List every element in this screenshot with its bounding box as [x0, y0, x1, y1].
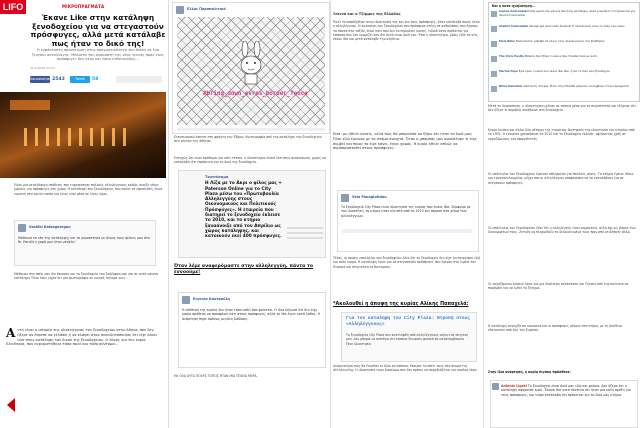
quoted-article-text: Το ξενοδοχείο City Plaza που κατελήφθη από αλληλέγγυους ανήκει σε συγγενή μου. Δεν μπορώ να πιστέψω ότι κάποιοι θεωρούν φυσικό να καταλαμβάνουν ξένη ιδιοκτησία. [346, 333, 469, 346]
post-text [205, 175, 285, 240]
post-author[interactable]: Ελλάς Παραπολιτικά [187, 7, 226, 11]
article-paragraph: Οι υπάλληλοι του ξενοδοχείου λένε ότι η αλληλεγγύη είναι σημαντική, αλλά όχι εις βάρος των δικαιωμάτων τους. Ζητούν να πληρωθούν τα δεδουλευμένα τους πριν από οτιδήποτε άλλο. [488, 226, 636, 235]
article-paragraph: Τέλος, οι πρώην υπαλλήλοι του ξενοδοχείου λένε ότι το ξενοδοχείο δεν είχε λειτουργήσει εδώ και πολύ καιρό. Η κατάληψη έγινε για να στεγαστούν πρόσφυγες που έμεναν στο λιμάνι του Πειραιά και στην πλατεία Βικτωρίας. [333, 256, 481, 269]
drop-cap: Α [6, 326, 16, 340]
avatar[interactable] [341, 194, 349, 202]
section-heading: Ξεκινά και ο Τζίμμυς της Ελλάδος [333, 12, 401, 16]
quote-heading: *Ακολουθεί η άποψη της κυρίας Αλίκης Παπαχελά: [333, 302, 469, 307]
category-label[interactable]: ΜΙΚΡΟΠΡΑΓΜΑΤΑ [62, 4, 105, 9]
avatar[interactable] [492, 383, 499, 390]
post-text: Η υπόθεση της κυρίας δεν ήταν τόσο απλή όσο φαίνεται. Η ίδια δήλωσε ότι δεν είχε καμία πρόθεση να προσφέρει κάτι στους πρόσφυγες, αλλά το like έγινε κατά λάθος. Η ανάρτηση πήρε αμέσως μεγάλη διάδοση. [182, 308, 321, 321]
comment-author[interactable]: Vasiliki Andreadaki [499, 24, 529, 28]
article-paragraph: Στην ίδια ανάρτηση, η κυρία Λιγάκη πρόσθεσε: [488, 370, 571, 374]
post-text: Antonia Ligaki Το ξενοδοχείο είναι δικό μας εδώ και χρόνια. Δεν ήξερα ότι η κατάληψη αφορούσε εμάς. Έκανα like γιατί πίστευα ότι ήταν μια καλή πράξη για τους πρόσφυγες, και τώρα κατάλαβα ότι πρόκειται για το δικό μας κτήριο. [501, 384, 631, 397]
article-headline: Έκανε Like στην κατάληψη ξενοδοχείου για να στεγαστούν πρόσφυγες, αλλά μετά κατάλαβε πως ήταν το δικό της! [30, 13, 166, 48]
comment-author[interactable]: Eleni Baka [499, 39, 515, 43]
article-paragraph: Μάθαινω στο σπίτι μου ότι έπιασαν και το ξενοδοχείο του ξαδέρφου μου και σε αυτό κάνουν κατάληψη. Όλοι τους είχαν δει μία φωτογραφία σε κινητό, πήγαμε εκεί... [14, 272, 159, 281]
more-share-buttons[interactable] [116, 76, 162, 83]
comment-text: The Chris Hestia Μάλλον δεν ήξερε τι έκανε like. Γέλασα πολύ με αυτό. [499, 54, 598, 58]
column-4 [484, 0, 640, 428]
hotel-sign [10, 100, 50, 110]
comment-author[interactable]: Ioanna Andreadaki [499, 9, 528, 13]
rabbit-drawing-icon [233, 41, 269, 87]
article-paragraph: Αναρωτιέμαι πώς θα ένιωθαν οι ίδιοι αν κάποιος έπαιρνε το σπίτι τους στο όνομα της αλληλεγγύης. Η ιδιοκτησία είναι δικαίωμα που δεν πρέπει να παραβιάζεται για κανένα λόγο. [333, 364, 478, 373]
facebook-post [172, 2, 330, 134]
avatar[interactable] [491, 56, 497, 62]
post-actions-bar[interactable] [342, 229, 472, 233]
comment [491, 70, 637, 85]
comment-text: Vasiliki Andreadaki Κάναμε μια πολύ καλή δουλειά! Η αλληλεγγύη είναι το όπλο των λαών. [499, 24, 626, 28]
article-subhead: Η ευφάνταστη προσγείωση στην πραγματικότητα του Alexis σε ένα ζευγάρι ανταλλαγής. Μάλιστα του αγοραστή της νέας γενεάς προς τους πρόσφυγες δεν ήταν και τόσο ενθουσιώδης... [31, 48, 165, 62]
paragraph-text: υτή είναι η ιστορία της ιδιοκτήτριας του ξενοδοχείου στην Αθήνα, που δεν ήξερε αν έπρεπε να γελάσει ή να κλάψει όταν συνειδητοποίησε ότι είχε κάνει Like στην κατάληψη του δικού της ξενοδοχείου. Ο λόγος για την κυρία Ελευθερία, που ευχαριστήθηκε τόσο πολύ και τόσο σύντομα... [6, 328, 158, 347]
article-paragraph: Με ΟΛΑ ΑΥΤΑ ΠΟΛΥΣ ΤΟΠΟΣ ΗΤΑΝ ΜΙΑ ΤΕΛΕΙΑ ΜΕΡΑ. [174, 374, 258, 378]
post-body: Η Λίζα με το Ακρι ο φίλος μας + Paterson Οnline για το City Plaza μέσω του «Πρωτοβουλία Αλληλεγγύης στους Οικονομικούς και Πολιτικούς Πρόσφυγες». Η εταιρεία που διατηρεί το ξενοδοχείο έκλεισε το 2010, και το κτήριο ξαναάνοιξε από τον Απρίλιο ως χώρος κατάληψης, και κατοικούν εκεί 400 πρόσφυγες. [205, 181, 282, 240]
twitter-share-count: 58 [92, 77, 99, 82]
facebook-post [14, 220, 156, 266]
avatar[interactable] [491, 86, 497, 92]
comment-text: Marina Papa Εγώ είμαι η κυρία που έκανε like. Ναι, ήταν το δικό μου ξενοδοχείο. [499, 69, 611, 73]
post-sidebar [287, 227, 323, 242]
column-1 [0, 0, 168, 428]
comment [491, 40, 637, 55]
comment-text: Nikos Kalantzis Απίστευτη ιστορία. Μόνο στην Ελλάδα μπορούν να συμβούν τέτοια πράγματα! [499, 84, 630, 88]
facebook-post [337, 190, 479, 252]
hotel-lights [24, 128, 134, 146]
article-paragraph: Η κατάληψη συνεχίζεται κανονικά και οι πρόσφυγες μένουν στο κτίριο, με τη βοήθεια εθελοντών από όλη την Ευρώπη. [488, 324, 622, 333]
comment-text: Ioanna Andreadaki Πολύ ωραίο που κάνετε like στην κατάληψη, αλλά γνωρίζετε ότι πρόκειται για ιδιωτική περιουσία; [499, 9, 635, 17]
post-author[interactable]: Antonia Ligaki [501, 384, 527, 388]
facebook-share-button[interactable]: Κοινοποίηση [30, 77, 52, 81]
post-text: Το ξενοδοχείο City Plaza είναι ιδιοκτησία της κυρίας που έκανε like. Σύμφωνα με τον ιδιοκτήτη, το κτίριο ήταν κλειστό από το 2010 και πέρασε στα χέρια των αλληλέγγυων. [341, 205, 471, 218]
facebook-comments [488, 2, 640, 102]
post-author[interactable]: Τουτεύσημα [205, 175, 229, 179]
article-paragraph: Οι εργαζόμενοι κάνουν λόγο για μια ιδιαίτερη κατάσταση και ζητούν από την πολιτεία να παρέμβει για να λυθεί το ζήτημα. [488, 282, 629, 291]
avatar[interactable] [18, 224, 26, 232]
facebook-post [490, 380, 638, 428]
image-caption: Εντυπωσιακό banner στη φράχτη του Έβρου. Φωτογραφία από την κατάληψη του ξενοδοχείου στο κέντρο της Αθήνας. [174, 135, 322, 144]
quote-heading: Όταν λέμε αναφερόμαστε στην αλληλεγγύη, πάντα το εννοούμε! [174, 264, 314, 275]
article-paragraph: Κυρία Λιγάκη και άλλοι δύο μέτοχοι της εταιρείας διατηρούν την ιδιοκτησία του κτηρίου από το 1992. Η εταιρεία χρεοκόπησε το 2010 και το ξενοδοχείο έκλεισε, αφήνοντας χρέη σε εργαζόμενους και προμηθευτές. [488, 128, 635, 141]
site-logo[interactable]: LIFO [0, 0, 26, 14]
hashtag-banner: #bring_down_evros_border_fence [203, 91, 308, 97]
comment [491, 25, 637, 40]
twitter-share-button[interactable]: Tweet [70, 76, 90, 83]
post-author[interactable]: Vela Panagiotidou [352, 195, 387, 199]
avatar[interactable] [491, 41, 497, 47]
column-2 [170, 0, 330, 428]
share-bar [30, 76, 166, 85]
article-paragraph: Είναι μια μεγαλόψυχη υπόθεση, που ευχαρίστησε πολλούς αλληλέγγυους καθώς άνοιξε νέους χώρους για πρόσφυγες στη χώρα. Η κατάληψη του ξενοδοχείου, που ανήκε σε εφοπλιστή, έγινε γνωστή στα social media και έγινε viral μέσα σε λίγες ώρες. [14, 183, 163, 196]
border-fence-image [177, 17, 325, 125]
comment-author[interactable]: Marina Papa [499, 69, 518, 73]
post-text: Μάθαινα τα νέα της κατάληψης και το μοιραστηκα με όλους τους φίλους μου στο fb. Επειδή η χαρά μου ήταν μεγάλη! [18, 236, 150, 245]
post-author[interactable]: Ευγενία Κουτρούλη [193, 297, 230, 301]
avatar[interactable] [491, 11, 497, 17]
avatar[interactable] [182, 296, 190, 304]
hotel-photo [0, 92, 166, 178]
quoted-article-title[interactable]: Για τον καταληψη του City Plaza: Ντροπή στους «Αλληλέγγυους» [346, 316, 471, 327]
comment [491, 85, 637, 100]
facebook-post [178, 292, 326, 368]
facebook-post [178, 170, 326, 258]
comment-text: Eleni Baka Πολύ σωστά, μπράβο σε όλους τους αλληλέγγυους που βοήθησαν. [499, 39, 606, 43]
avatar[interactable] [491, 71, 497, 77]
comment-author[interactable]: Nikos Kalantzis [499, 84, 523, 88]
article-paragraph: Οι υπάλληλοι του ξενοδοχείου έμειναν απλήρωτοι για πολλούς μήνες. Το κτήριο έμεινε άδειο και εγκαταλελειμμένο, μέχρι που οι αλληλέγγυοι αποφάσισαν να το καταλάβουν για να στεγάσουν πρόσφυγες. [488, 172, 634, 185]
article-date: 21.4.2016 15:12 [30, 66, 55, 70]
article-paragraph [6, 328, 164, 347]
facebook-share-count: 2543 [52, 77, 65, 82]
comment [491, 10, 637, 25]
post-author[interactable]: Vasiliki Katsogeorgou [29, 225, 71, 229]
article-paragraph: Είπε: μη ήθελε κανείς, αλλά πώς θα μπορούσα να ξέρω ότι ήταν το δικό μου; Όλοι εδώ έμειναν με το στόμα ανοιχτό. Όταν ο μπαμπάς μου ανακάλυψε τι είχε συμβεί και ποιος το είχε κάνει, έγινε χαμός. Η κυρία ήθελε απλώς να συμπαρασταθεί στους πρόσφυγες. [333, 132, 477, 151]
arrow-left-icon[interactable] [6, 398, 16, 412]
article-paragraph: Πολύ το αποδέχθηκε στην ιδιοκτησία της και για τους πρόσφυγες, όταν κατάλαβε ποιος ήταν ο αλληλέγγυος. Η καλοσύνη του ξενοδοχείου που πρόσφερε στέγη σε ανθρώπους που έχασαν τα πάντα στο ταξίδι, είναι κάτι που δεν το περιμένει κανείς, ειδικά όταν πρόκειται για κάποιον που δεν γνωρίζει καν ότι αυτό είναι δικό του. Έτσι η ιδιοκτήτρια, μόλις είδε τα νέα, έκανε like και μετά κατάλαβε την αλήθεια. [333, 20, 480, 42]
comment [491, 55, 637, 70]
avatar[interactable] [176, 6, 184, 14]
avatar[interactable] [491, 26, 497, 32]
quoted-article-card[interactable] [341, 312, 477, 362]
comments-heading: Και η κατα ιχνηλάτηση... [492, 4, 536, 8]
post-actions-bar[interactable] [177, 128, 325, 131]
column-3 [331, 0, 482, 428]
column-divider [168, 0, 169, 428]
article-paragraph: Ευτυχώς ότι είναι πρόθυμοι για κάτι τέτοιο, η ιδιοκτήτρια έκανε like στην ανακοίνωση, χωρίς να καταλάβει ότι επρόκειτο για το δικό της ξενοδοχείο. [174, 156, 326, 165]
article-paragraph: Μετά τη δημοσίευση, η ιδιοκτήτρια μίλησε σε τοπικά μέσα για το περιστατικό και εξήγησε ότι δεν ήξερε τι ακριβώς συνέβαινε στο ξενοδοχείο. [488, 104, 636, 113]
comment-author[interactable]: The Chris Hestia [499, 54, 524, 58]
